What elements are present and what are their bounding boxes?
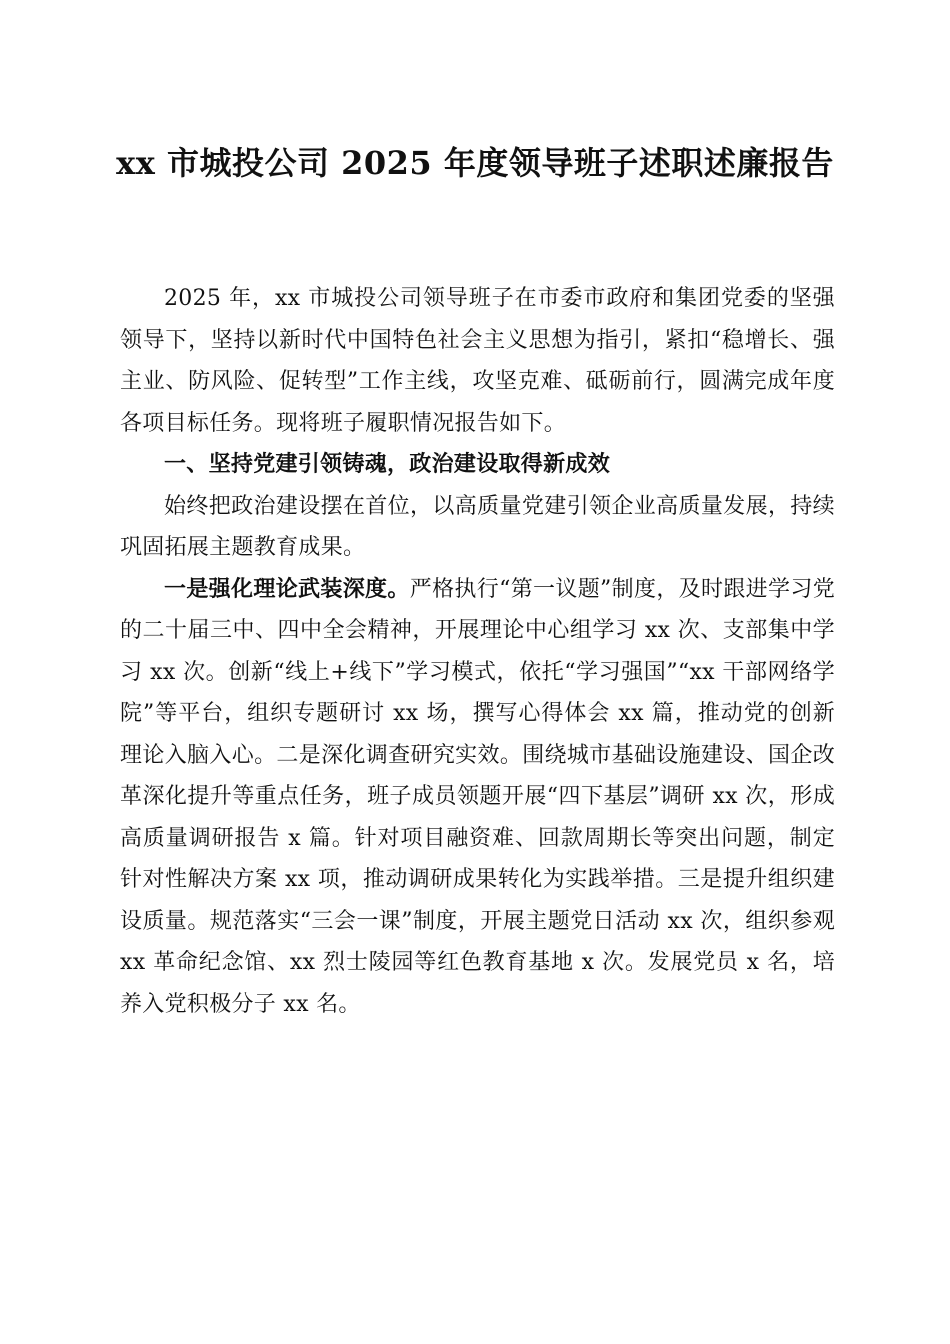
intro-paragraph: 2025 年，xx 市城投公司领导班子在市委市政府和集团党委的坚强领导下，坚持以新时代中国特色社会主义思想为指引，紧扣“稳增长、强主业、防风险、促转型”工作主线，攻坚克难、砥砺前行，圆满完成年度各项目标任务。现将班子履职情况报告如下。 [120,286,835,436]
section-detail-paragraph [120,569,835,1026]
section-summary-paragraph: 始终把政治建设摆在首位，以高质量党建引领企业高质量发展，持续巩固拓展主题教育成果。 [120,493,835,560]
paragraph-lead: 一是强化理论武装深度。 [164,576,410,602]
section-heading: 一、坚持党建引领铸魂，政治建设取得新成效 [164,452,611,477]
document-body [120,278,835,1025]
document-title: xx 市城投公司 2025 年度领导班子述职述廉报告 [116,144,834,182]
paragraph-body: 严格执行“第一议题”制度，及时跟进学习党的二十届三中、四中全会精神，开展理论中心组学习 xx 次、支部集中学习 xx 次。创新“线上+线下”学习模式，依托“学习强国”“xx 干部网络学院”等平台，组织专题研讨 xx 场，撰写心得体会 xx 篇，推动党的创新理论入脑入心。二是深化调查研究实效。围绕城市基础设施建设、国企改革深化提升等重点任务，班子成员领题开展“四下基层”调研 xx 次，形成高质量调研报告 x 篇。针对项目融资难、回款周期长等突出问题，制定针对性解决方案 xx 项，推动调研成果转化为实践举措。三是提升组织建设质量。规范落实“三会一课”制度，开展主题党日活动 xx 次，组织参观 xx 革命纪念馆、xx 烈士陵园等红色教育基地 x 次。发展党员 x 名，培养入党积极分子 xx 名。 [120,576,835,1017]
